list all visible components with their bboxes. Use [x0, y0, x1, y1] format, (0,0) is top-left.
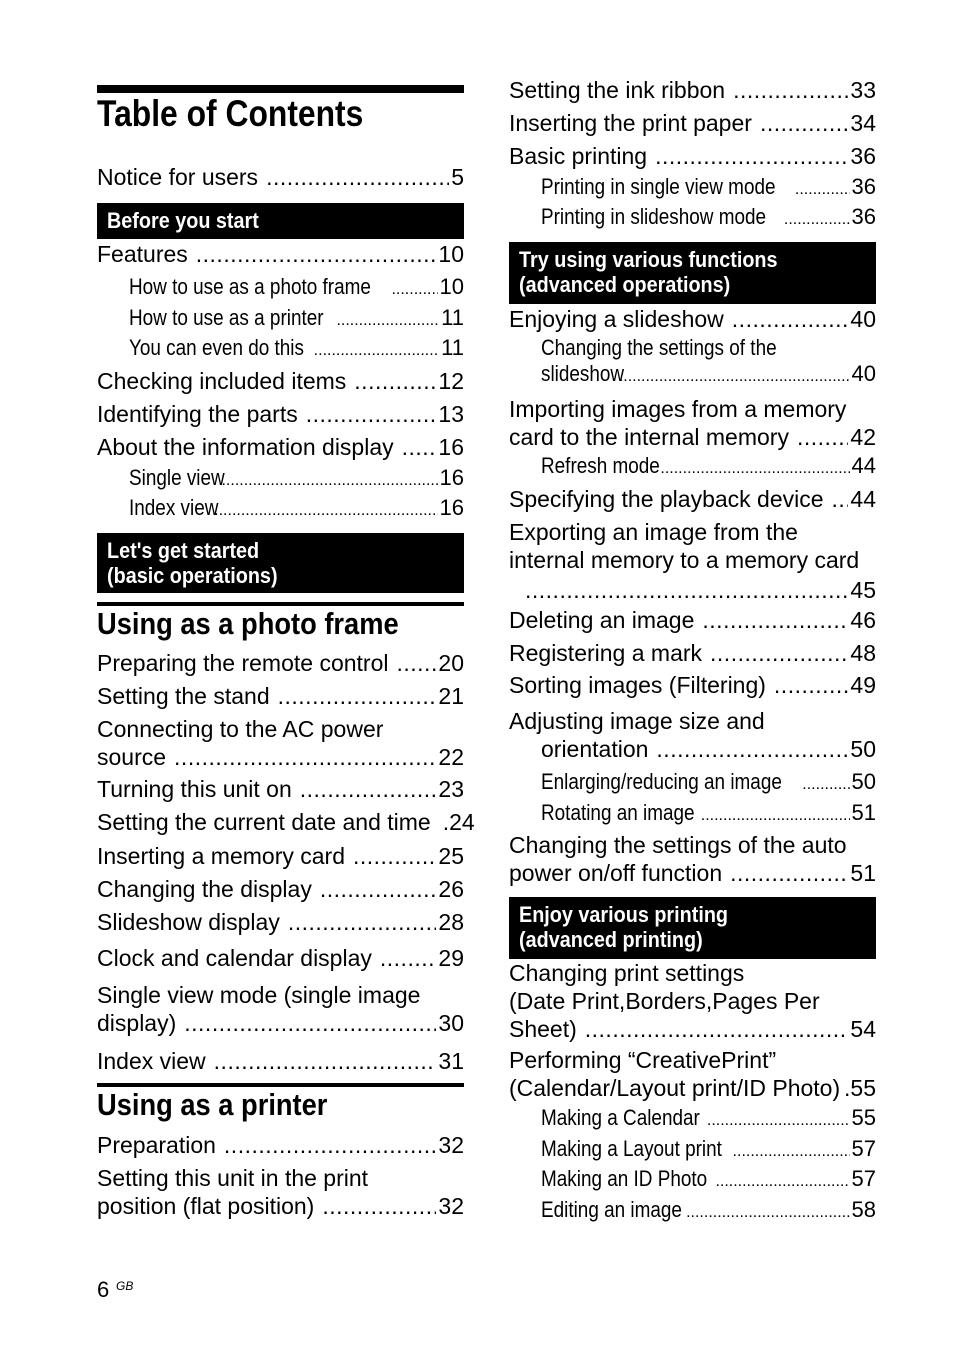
toc-entry-clock-calendar[interactable]: Clock and calendar display ..... 29	[97, 944, 464, 972]
toc-entry-slideshow-display[interactable]: Slideshow display ..... 28	[97, 908, 464, 936]
toc-subentry-making-id[interactable]: Making an ID Photo ..... 57	[541, 1166, 876, 1192]
toc-entry-deleting-image[interactable]: Deleting an image ..... 46	[509, 606, 876, 634]
toc-subentry-print-single[interactable]: Printing in single view mode ..... 36	[541, 174, 876, 200]
section-band-before-you-start: Before you start	[97, 203, 464, 239]
toc-entry-basic-printing[interactable]: Basic printing ..... 36	[509, 142, 876, 170]
page-number-suffix: GB	[116, 1279, 134, 1293]
toc-entry-ink-ribbon[interactable]: Setting the ink ribbon ..... 33	[509, 76, 876, 104]
toc-subentry-editing-image[interactable]: Editing an image ..... 58	[541, 1197, 876, 1223]
section-band-try-functions: Try using various functions (advanced operations)	[509, 242, 876, 304]
toc-subentry-how-photo-frame[interactable]: How to use as a photo frame ..... 10	[129, 274, 464, 300]
toc-subentry-can-even-do[interactable]: You can even do this ..... 11	[129, 335, 464, 361]
toc-subentry-rotating[interactable]: Rotating an image ..... 51	[541, 800, 876, 826]
toc-subentry-single-view[interactable]: Single view ..... 16	[129, 465, 464, 491]
toc-entry-preparing-remote[interactable]: Preparing the remote control ..... 20	[97, 649, 464, 677]
toc-entry-importing-images[interactable]: Importing images from a memory card to the internal memory ..... 42	[509, 395, 876, 451]
page-title: Table of Contents	[97, 93, 364, 134]
toc-entry-setting-print-position[interactable]: Setting this unit in the print position (flat position) ..... 32	[97, 1164, 464, 1220]
toc-entry-sorting-images[interactable]: Sorting images (Filtering) ..... 49	[509, 671, 876, 699]
toc-entry-changing-display[interactable]: Changing the display ..... 26	[97, 875, 464, 903]
toc-entry-single-view-mode[interactable]: Single view mode (single image display) ..... 30	[97, 981, 464, 1037]
toc-subentry-enlarging[interactable]: Enlarging/reducing an image ..... 50	[541, 769, 876, 795]
toc-entry-enjoying-slideshow[interactable]: Enjoying a slideshow ..... 40	[509, 305, 876, 333]
toc-subentry-how-printer[interactable]: How to use as a printer ..... 11	[129, 305, 464, 331]
toc-entry-setting-date[interactable]: Setting the current date and time .24	[97, 809, 475, 835]
toc-subentry-making-calendar[interactable]: Making a Calendar ..... 55	[541, 1105, 876, 1131]
toc-entry-connecting-ac[interactable]: Connecting to the AC power source ..... 22	[97, 715, 464, 771]
toc-entry-print-settings[interactable]: Changing print settings (Date Print,Borders,Pages Per Sheet) ..... 54	[509, 959, 876, 1043]
toc-entry-identifying-parts[interactable]: Identifying the parts ..... 13	[97, 400, 464, 428]
section-title-photo-frame: Using as a photo frame	[97, 606, 399, 641]
section-band-enjoy-printing: Enjoy various printing (advanced printing)	[509, 897, 876, 959]
toc-entry-inserting-card[interactable]: Inserting a memory card ..... 25	[97, 842, 464, 870]
toc-entry-specifying-device[interactable]: Specifying the playback device ..... 44	[509, 485, 876, 513]
toc-entry-about-info-display[interactable]: About the information display ..... 16	[97, 433, 464, 461]
toc-entry-creativeprint[interactable]: Performing “CreativePrint” (Calendar/Layout print/ID Photo) .55	[509, 1047, 876, 1101]
toc-entry-setting-stand[interactable]: Setting the stand ..... 21	[97, 682, 464, 710]
toc-entry-auto-power[interactable]: Changing the settings of the auto power on/off function ..... 51	[509, 831, 876, 887]
toc-subentry-changing-slideshow[interactable]: Changing the settings of the slideshow ..... 40	[541, 335, 876, 387]
toc-subentry-print-slideshow[interactable]: Printing in slideshow mode ..... 36	[541, 204, 876, 230]
toc-entry-exporting-image[interactable]: Exporting an image from the internal memory to a memory card ..... 45	[509, 518, 876, 604]
toc-entry-notice-for-users[interactable]: Notice for users ..... 5	[97, 163, 464, 191]
toc-entry-features[interactable]: Features ..... 10	[97, 240, 464, 268]
toc-subentry-index-view[interactable]: Index view ..... 16	[129, 495, 464, 521]
toc-entry-turning-on[interactable]: Turning this unit on ..... 23	[97, 775, 464, 803]
toc-entry-registering-mark[interactable]: Registering a mark ..... 48	[509, 639, 876, 667]
toc-subentry-refresh-mode[interactable]: Refresh mode ..... 44	[541, 453, 876, 479]
title-rule	[97, 85, 464, 93]
toc-subentry-making-layout[interactable]: Making a Layout print ..... 57	[541, 1136, 876, 1162]
page-number: 6	[97, 1277, 110, 1302]
section-title-printer: Using as a printer	[97, 1087, 328, 1122]
toc-entry-index-view[interactable]: Index view ..... 31	[97, 1047, 464, 1075]
toc-entry-preparation[interactable]: Preparation ..... 32	[97, 1131, 464, 1159]
section-band-get-started: Let's get started (basic operations)	[97, 533, 464, 593]
toc-entry-checking-items[interactable]: Checking included items ..... 12	[97, 367, 464, 395]
toc-entry-adjusting-size[interactable]: Adjusting image size and orientation ..... 50	[509, 707, 876, 763]
toc-entry-print-paper[interactable]: Inserting the print paper ..... 34	[509, 109, 876, 137]
